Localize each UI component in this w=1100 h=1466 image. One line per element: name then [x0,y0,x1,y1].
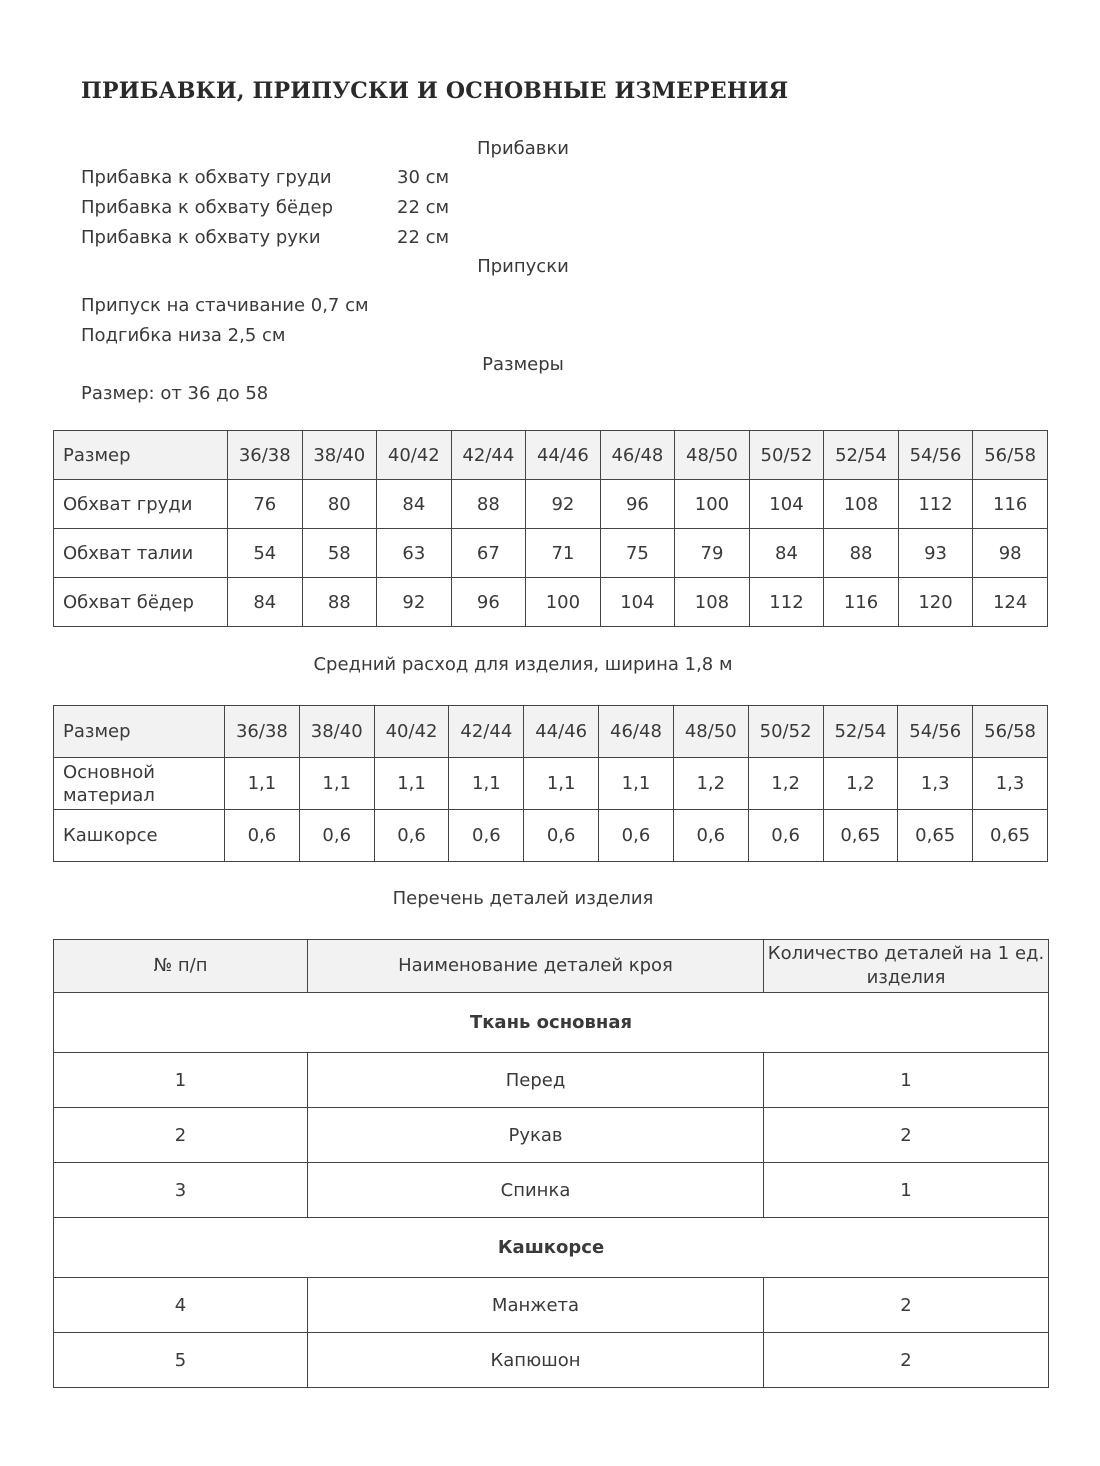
part-quantity: 2 [764,1108,1049,1163]
group-row [54,1218,1049,1278]
sizes-table [53,430,1048,627]
allowances-heading: Прибавки [477,138,569,159]
table-cell: 92 [377,578,452,627]
header-cell: Размер [54,431,228,480]
allowance-label: Прибавка к обхвату руки [81,227,321,248]
table-row [54,1278,1049,1333]
header-cell: 36/38 [225,706,300,758]
table-cell: 104 [600,578,675,627]
header-cell: 48/50 [675,431,750,480]
table-cell: 0,6 [225,810,300,862]
table-cell: 88 [302,578,377,627]
table-cell: 0,6 [524,810,599,862]
part-quantity: 2 [764,1278,1049,1333]
header-cell: 42/44 [451,431,526,480]
header-cell: 54/56 [898,431,973,480]
table-cell: 96 [451,578,526,627]
allowance-value: 22 см [397,197,450,218]
header-cell: 42/44 [449,706,524,758]
table-header-row [54,706,1048,758]
part-quantity: 2 [764,1333,1049,1388]
header-cell: 46/48 [599,706,674,758]
table-cell: 84 [228,578,303,627]
table-row [54,1108,1049,1163]
table-cell: 1,1 [374,758,449,810]
header-cell: 50/52 [749,431,824,480]
table-row [54,529,1048,578]
group-label: Кашкорсе [54,1218,1049,1278]
seam-item: Подгибка низа 2,5 см [81,325,286,346]
header-cell: 56/58 [973,706,1048,758]
table-row [54,1333,1049,1388]
part-name: Манжета [308,1278,764,1333]
table-cell: 1,1 [524,758,599,810]
table-cell: 124 [973,578,1048,627]
table-cell: 0,6 [599,810,674,862]
header-cell: 44/46 [524,706,599,758]
header-cell: 52/54 [824,431,899,480]
part-number: 5 [54,1333,308,1388]
table-cell: 79 [675,529,750,578]
parts-heading: Перечень деталей изделия [392,888,654,909]
row-label: Обхват талии [54,529,228,578]
header-cell: 40/42 [377,431,452,480]
table-row [54,810,1048,862]
part-number: 1 [54,1053,308,1108]
table-row [54,480,1048,529]
header-cell: 48/50 [673,706,748,758]
table-cell: 76 [228,480,303,529]
table-cell: 100 [526,578,601,627]
header-cell: 36/38 [228,431,303,480]
table-cell: 88 [824,529,899,578]
header-cell: 56/58 [973,431,1048,480]
table-cell: 1,2 [748,758,823,810]
table-cell: 96 [600,480,675,529]
page-title: ПРИБАВКИ, ПРИПУСКИ И ОСНОВНЫЕ ИЗМЕРЕНИЯ [81,78,789,104]
table-cell: 104 [749,480,824,529]
table-cell: 67 [451,529,526,578]
table-cell: 93 [898,529,973,578]
part-number: 3 [54,1163,308,1218]
seam-item: Припуск на стачивание 0,7 см [81,295,369,316]
row-label: Основной материал [54,758,225,810]
part-number: 4 [54,1278,308,1333]
table-cell: 108 [824,480,899,529]
table-cell: 71 [526,529,601,578]
header-cell: № п/п [54,940,308,993]
parts-table [53,939,1049,1388]
table-cell: 0,6 [673,810,748,862]
table-cell: 112 [898,480,973,529]
header-cell: 52/54 [823,706,898,758]
part-name: Спинка [308,1163,764,1218]
header-cell: 50/52 [748,706,823,758]
part-number: 2 [54,1108,308,1163]
header-cell: 44/46 [526,431,601,480]
table-cell: 112 [749,578,824,627]
table-cell: 88 [451,480,526,529]
table-cell: 116 [824,578,899,627]
row-label: Обхват бёдер [54,578,228,627]
header-cell: 38/40 [302,431,377,480]
allowance-value: 22 см [397,227,450,248]
part-name: Перед [308,1053,764,1108]
table-cell: 1,1 [225,758,300,810]
seams-heading: Припуски [477,256,569,277]
row-label: Обхват груди [54,480,228,529]
table-cell: 0,6 [299,810,374,862]
table-cell: 1,1 [449,758,524,810]
group-row [54,993,1049,1053]
header-cell: Размер [54,706,225,758]
sizes-heading: Размеры [482,354,564,375]
table-cell: 0,6 [374,810,449,862]
table-cell: 1,3 [898,758,973,810]
table-cell: 0,65 [823,810,898,862]
table-cell: 75 [600,529,675,578]
allowance-label: Прибавка к обхвату груди [81,167,332,188]
table-cell: 1,1 [299,758,374,810]
header-cell: 38/40 [299,706,374,758]
table-cell: 1,2 [823,758,898,810]
allowance-label: Прибавка к обхвату бёдер [81,197,333,218]
table-cell: 0,6 [449,810,524,862]
table-cell: 80 [302,480,377,529]
header-cell: 46/48 [600,431,675,480]
table-cell: 108 [675,578,750,627]
part-name: Рукав [308,1108,764,1163]
header-cell: Наименование деталей кроя [308,940,764,993]
row-label: Кашкорсе [54,810,225,862]
table-cell: 54 [228,529,303,578]
table-cell: 84 [749,529,824,578]
table-header-row [54,940,1049,993]
table-cell: 100 [675,480,750,529]
allowance-value: 30 см [397,167,450,188]
fabric-heading: Средний расход для изделия, ширина 1,8 м [313,654,733,675]
table-cell: 1,2 [673,758,748,810]
fabric-table [53,705,1048,862]
table-cell: 63 [377,529,452,578]
table-cell: 120 [898,578,973,627]
size-range: Размер: от 36 до 58 [81,383,269,404]
table-cell: 58 [302,529,377,578]
header-cell: 54/56 [898,706,973,758]
header-cell: Количество деталей на 1 ед. изделия [764,940,1049,993]
group-label: Ткань основная [54,993,1049,1053]
table-cell: 1,3 [973,758,1048,810]
table-cell: 84 [377,480,452,529]
table-row [54,1163,1049,1218]
table-row [54,758,1048,810]
part-name: Капюшон [308,1333,764,1388]
table-cell: 0,65 [973,810,1048,862]
header-cell: 40/42 [374,706,449,758]
part-quantity: 1 [764,1163,1049,1218]
table-cell: 1,1 [599,758,674,810]
part-quantity: 1 [764,1053,1049,1108]
table-cell: 116 [973,480,1048,529]
table-row [54,578,1048,627]
table-row [54,1053,1049,1108]
table-cell: 92 [526,480,601,529]
table-cell: 98 [973,529,1048,578]
table-header-row [54,431,1048,480]
table-cell: 0,65 [898,810,973,862]
table-cell: 0,6 [748,810,823,862]
